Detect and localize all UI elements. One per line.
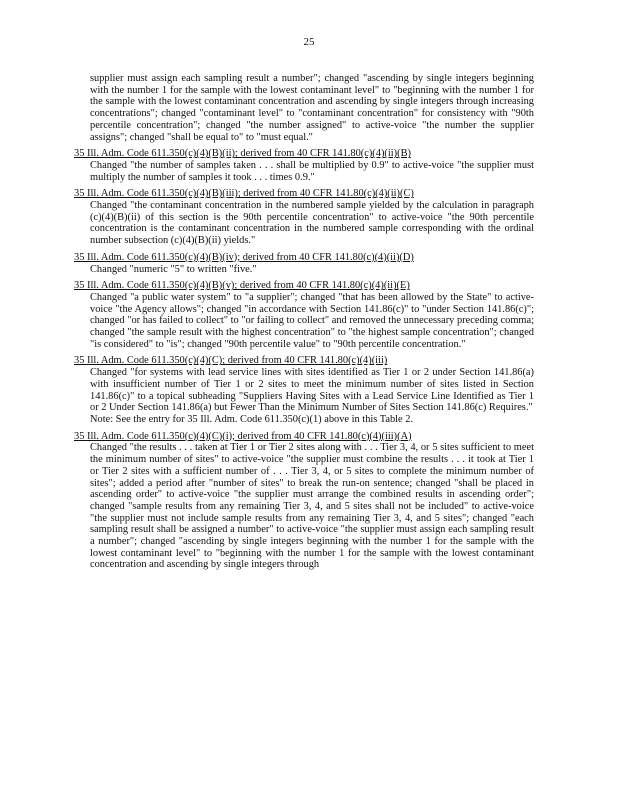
continuation-paragraph: supplier must assign each sampling result a number"; changed "ascending by single integers beginning with the number 1 for the sample with the lowest contaminant level" to "beginning with the number 1 for the sample with the lowest contaminant concentration and ascending by single integers through increasing concentrations"; changed "contaminant level" to "contaminant concentration" for consistency with "90th percentile concentration"; changed "the number assigned" to active-voice "the number the supplier assigns"; changed "shall be equal to" to "must equal." [90,73,534,143]
entry-text: Changed "for systems with lead service lines with sites identified as Tier 1 or 2 under Section 141.86(a) with insufficient number of Tier 1 or 2 sites to meet the minimum number of sites listed in Section 141.86(c)" to a topical subheading "Suppliers Having Sites with a Lead Service Line Identified as Tier 1 or 2 Under Section 141.86(a) but Fewer Than the Minimum Number of Sites Section 141.86(c) Requires." [90,367,534,414]
page-number: 25 [303,36,315,48]
entry-heading: 35 Ill. Adm. Code 611.350(c)(4)(C)(i); derived from 40 CFR 141.80(c)(4)(iii)(A) [74,430,412,442]
entry-text: Changed "a public water system" to "a supplier"; changed "that has been allowed by the State" to active-voice "the Agency allows"; changed "in accordance with Section 141.86(c)" to "under Section 141.86(c)"; changed "or has failed to collect" to "or failing to collect" and removed the unnecessary preceding comma; changed "the sample result with the highest concentration" to "the highest sample concentration"; changed "is considered" to "is"; changed "90th percentile value" to "90th percentile concentration." [90,291,534,350]
entry-heading: 35 Ill. Adm. Code 611.350(c)(4)(C); derived from 40 CFR 141.80(c)(4)(iii) [74,355,388,367]
table-entry [74,148,534,183]
entry-text: Changed "the number of samples taken . . . shall be multiplied by 0.9" to active-voice "the supplier must multiply the number of samples it took . . . times 0.9." [90,159,534,183]
entry-text: Changed "the results . . . taken at Tier 1 or Tier 2 sites along with . . . Tier 3, 4, or 5 sites sufficient to meet the minimum number of sites" to active-voice "the supplier must combine the results . . . it took at Tier 1 or Tier 2 sites with a sufficient number of . . . Tier 3, 4, or 5 sites to complete the minimum number of sites"; added a period after "number of sites" to break the run-on sentence; changed "shall be placed in ascending order" to active-voice "the supplier must arrange the combined results in ascending order"; changed "sample results from any remaining Tier 3, 4, and 5 sites shall not be included" to active-voice "the supplier must not include sample results from any remaining Tier 3, 4, and 5 sites"; changed "each sampling result shall be assigned a number" to active-voice "the supplier must assign each sampling result a number"; changed "ascending by single integers beginning with the number 1 for the sample with the lowest contaminant level" to "beginning with the number 1 for the sample with the lowest contaminant concentration and ascending by single integers through [90,442,534,571]
entry-note: Note: See the entry for 35 Ill. Adm. Code 611.350(c)(1) above in this Table 2. [90,413,414,425]
entry-text: Changed "the contaminant concentration in the numbered sample yielded by the calculation in paragraph (c)(4)(B)(ii) of this section is the 90th percentile concentration" to active-voice "the 90th percentile concentration is the contaminant concentration in the numbered sample corresponding with the ordinal number subsection (c)(4)(B)(ii) yields." [90,200,534,247]
table-entry [74,252,534,275]
entry-text: Changed "numeric "5" to written "five." [90,263,257,275]
table-entry [74,431,534,571]
entry-heading: 35 Ill. Adm. Code 611.350(c)(4)(B)(iv); derived from 40 CFR 141.80(c)(4)(ii)(D) [74,251,414,263]
entry-heading: 35 Ill. Adm. Code 611.350(c)(4)(B)(v); derived from 40 CFR 141.80(c)(4)(ii)(E) [74,280,410,292]
table-entry [74,355,534,425]
document-body [74,73,534,571]
table-entry [74,188,534,247]
entry-heading: 35 Ill. Adm. Code 611.350(c)(4)(B)(iii); derived from 40 CFR 141.80(c)(4)(ii)(C) [74,188,414,200]
table-entry [74,280,534,350]
entry-heading: 35 Ill. Adm. Code 611.350(c)(4)(B)(ii); derived from 40 CFR 141.80(c)(4)(ii)(B) [74,148,411,160]
